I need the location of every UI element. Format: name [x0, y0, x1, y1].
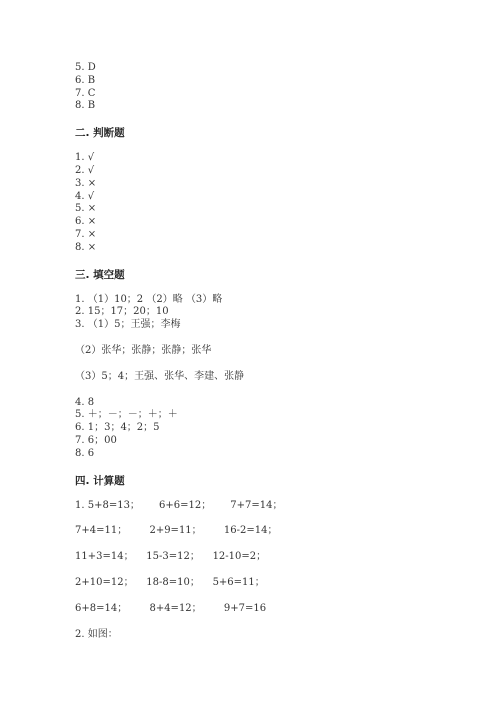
fill-answer-1: 1. （1）10；2 （2）略 （3）略	[75, 293, 223, 305]
fill-answer-3-2: （2）张华；张静；张静；张华	[75, 344, 212, 356]
fill-answer-2: 2. 15；17；20；10	[75, 306, 169, 318]
judge-answer-5: 5. ×	[75, 203, 97, 215]
calc-row-5: 6+8=14； 8+4=12； 9+7=16	[75, 602, 267, 614]
calc-row-4: 2+10=12； 18-8=10； 5+6=11；	[75, 576, 265, 588]
choice-answer-6: 6. B	[75, 74, 96, 86]
judge-answer-1: 1. √	[75, 152, 95, 164]
choice-answer-5: 5. D	[75, 62, 96, 73]
fill-answer-8: 8. 6	[75, 447, 95, 459]
fill-answers	[75, 294, 455, 461]
calc-row-2: 7+4=11； 2+9=11； 16-2=14；	[75, 525, 278, 537]
fill-answer-3-3: （3）5；4；王强、张华、李建、张静	[75, 370, 245, 382]
judge-answer-7: 7. ×	[75, 228, 97, 240]
judge-answer-6: 6. ×	[75, 216, 97, 228]
calc-answers	[75, 500, 455, 642]
section-heading-judge: 二. 判断题	[75, 127, 125, 140]
choice-answer-8: 8. B	[75, 100, 96, 112]
judge-answers	[75, 152, 455, 254]
fill-answer-4: 4. 8	[75, 396, 95, 408]
answer-sheet	[75, 62, 455, 641]
calc-row-1: 1. 5+8=13； 6+6=12； 7+7=14；	[75, 499, 283, 511]
judge-answer-4: 4. √	[75, 190, 95, 202]
section-heading-calc: 四. 计算题	[75, 474, 125, 487]
fill-answer-7: 7. 6；00	[75, 434, 117, 446]
fill-answer-3-1: 3. （1）5；王强；李梅	[75, 319, 181, 331]
judge-answer-3: 3. ×	[75, 177, 97, 189]
fill-answer-5: 5. ＋；－；－；＋；＋	[75, 409, 178, 421]
fill-answer-6: 6. 1；3；4；2；5	[75, 422, 160, 434]
section-heading-fill: 三. 填空题	[75, 268, 125, 281]
calc-answer-2: 2. 如图：	[75, 628, 118, 640]
judge-answer-8: 8. ×	[75, 241, 97, 253]
judge-answer-2: 2. √	[75, 164, 95, 176]
calc-row-3: 11+3=14； 15-3=12； 12-10=2；	[75, 551, 267, 563]
choice-answer-7: 7. C	[75, 87, 96, 99]
choice-answers	[75, 62, 455, 113]
